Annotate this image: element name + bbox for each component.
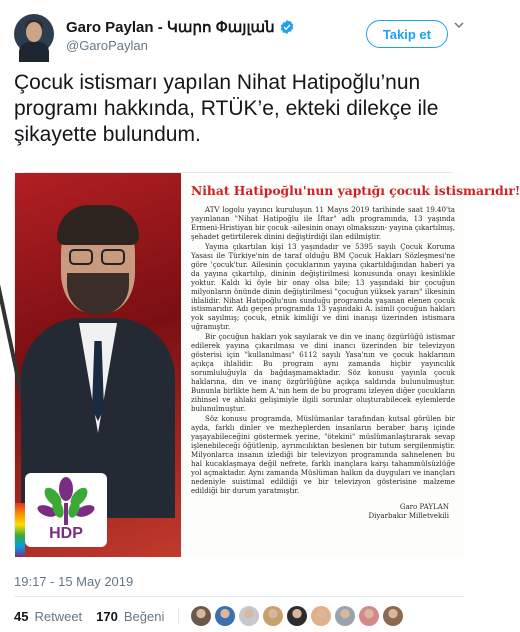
tweet-stats	[14, 606, 403, 626]
tweet-timestamp[interactable]: 19:17 - 15 May 2019	[14, 574, 134, 589]
liker-avatar[interactable]	[311, 606, 331, 626]
retweet-label[interactable]: Retweet	[34, 608, 83, 624]
petition-document	[181, 173, 520, 557]
liker-avatar[interactable]	[239, 606, 259, 626]
tweet-header	[14, 12, 464, 56]
tweet-text: Çocuk istismarı yapılan Nihat Hatipoğlu’nun programı hakkında, RTÜK’e, ekteki dilekçe ile şikayette bulundum.	[14, 71, 439, 146]
liker-avatar[interactable]	[383, 606, 403, 626]
divider	[14, 596, 464, 597]
stats-separator	[178, 607, 179, 625]
author-name-row	[66, 18, 295, 36]
verified-badge-icon	[279, 19, 295, 35]
document-paragraph: ATV logolu yayıncı kuruluşun 11 Mayıs 2019 tarihinde saat 19.40'ta yayınlanan "Nihat Hatipoğlu ile İftar" adlı programında, 13 yaşında Ermeni-Hristiyan bir çocuk -ailesinin onayı olmaksızın- yayına çıkartılmış, şehadet getirtilerek dinini değiştirdiği ilan edilmiştir.	[191, 205, 455, 241]
liker-avatar[interactable]	[191, 606, 211, 626]
liker-avatars	[191, 606, 403, 626]
hdp-logo	[25, 473, 107, 547]
signature-name: Garo PAYLAN	[399, 501, 449, 511]
rainbow-stripe	[15, 503, 25, 557]
hdp-label: HDP	[49, 525, 83, 542]
attached-image[interactable]	[14, 172, 520, 556]
liker-avatar[interactable]	[287, 606, 307, 626]
like-count[interactable]: 170	[96, 608, 118, 624]
display-name[interactable]: Garo Paylan - Կարո Փայլան	[66, 19, 275, 36]
document-title: Nihat Hatipoğlu'nun yaptığı çocuk istismarıdır!	[191, 183, 520, 198]
signature-title: Diyarbakır Milletvekili	[368, 510, 449, 520]
retweet-count[interactable]: 45	[14, 608, 29, 624]
chevron-down-icon[interactable]	[454, 20, 464, 30]
document-signature	[191, 502, 455, 520]
like-label[interactable]: Beğeni	[123, 608, 165, 624]
user-handle[interactable]: @GaroPaylan	[66, 38, 148, 53]
document-paragraph: Söz konusu programda, Müslümanlar tarafından kutsal görülen bir ayda, farklı dinler ve mezheplerden insanların beraber barış içinde yaşayabileceğini göstermek yerine, "ötekini" müslümanlaştırarak sevap işlenebileceği öğütlenip, ayrımcılıktan beslenen bir tutum sergilenmiştir. Milyonlarca insanın izlediği bir televizyon programında sahnelenen bu hal kucaklaşmaya değil nefrete, farklı inançlara karşı tahammülsüzlüğe yol açmaktadır. Aynı zamanda Müslüman halkın da duyguları ve inançları nedeniyle suistimal edildiği ve bir televizyon gösterisine malzeme edildiği bir durum yaratmıştır.	[191, 413, 455, 495]
tree-leaf-logo-icon	[39, 475, 93, 527]
photo-portrait	[15, 173, 181, 557]
document-paragraph: Yayına çıkartılan kişi 13 yaşındadır ve 5395 sayılı Çocuk Koruma Yasası ile Türkiye'nin de taraf olduğu BM Çocuk Hakları Sözleşmesi'ne göre 'çocuk'tur. Ailesinin çocuklarının yayına çıkartıldığından haberi ya da yayına çıkartılıp, dininin değiştirilmesi konusunda onayı kesinlikle yoktur. Kaldı ki öyle bir onay olsa bile; 13 yaşındaki bir çocuğun milyonların önünde dinin değiştirilmesi "çocuğun yüksek yararı" ilkesinin ihlalidir. Nihat Hatipoğlu'nun sunduğu programda yaşanan elenen çocuk istismarıdır. Adı geçen programda 13 yaşındaki A. isimli çocuğun hakları yok sayılmış; çocuk, etnik kimliği ve dini inanışı üzerinden istismara uğramıştır.	[191, 241, 455, 332]
avatar[interactable]	[14, 14, 54, 54]
document-paragraph: Bir çocuğun hakları yok sayılarak ve din ve inanç özgürlüğü istismar edilerek yayına çıkarılması ve dini inancı üzerinden bir televizyon gösterisi için "kullanılması" 6112 sayılı Yasa'nın ve çocuk haklarının açıkça ihlalidir. Bu program aynı zamanda hiçbir yayıncılık sorumluluğuyla da bağdaşmamaktadır. Söz konusu yayınla çocuk haklarına, din ve inanç özgürlüğüne açıkça saldırıda bulunulmuştur. Bununla birlikte hem A.'nın hem de bu programı izleyen diğer çocukların zihinsel ve ahlaki gelişimiyle ilgili sorunlar oluşturabilecek eylemlerde bulunulmuştur.	[191, 332, 455, 413]
liker-avatar[interactable]	[263, 606, 283, 626]
follow-button-label: Takip et	[382, 26, 431, 42]
liker-avatar[interactable]	[215, 606, 235, 626]
liker-avatar[interactable]	[335, 606, 355, 626]
document-body	[191, 206, 455, 496]
follow-button[interactable]	[366, 20, 448, 48]
liker-avatar[interactable]	[359, 606, 379, 626]
